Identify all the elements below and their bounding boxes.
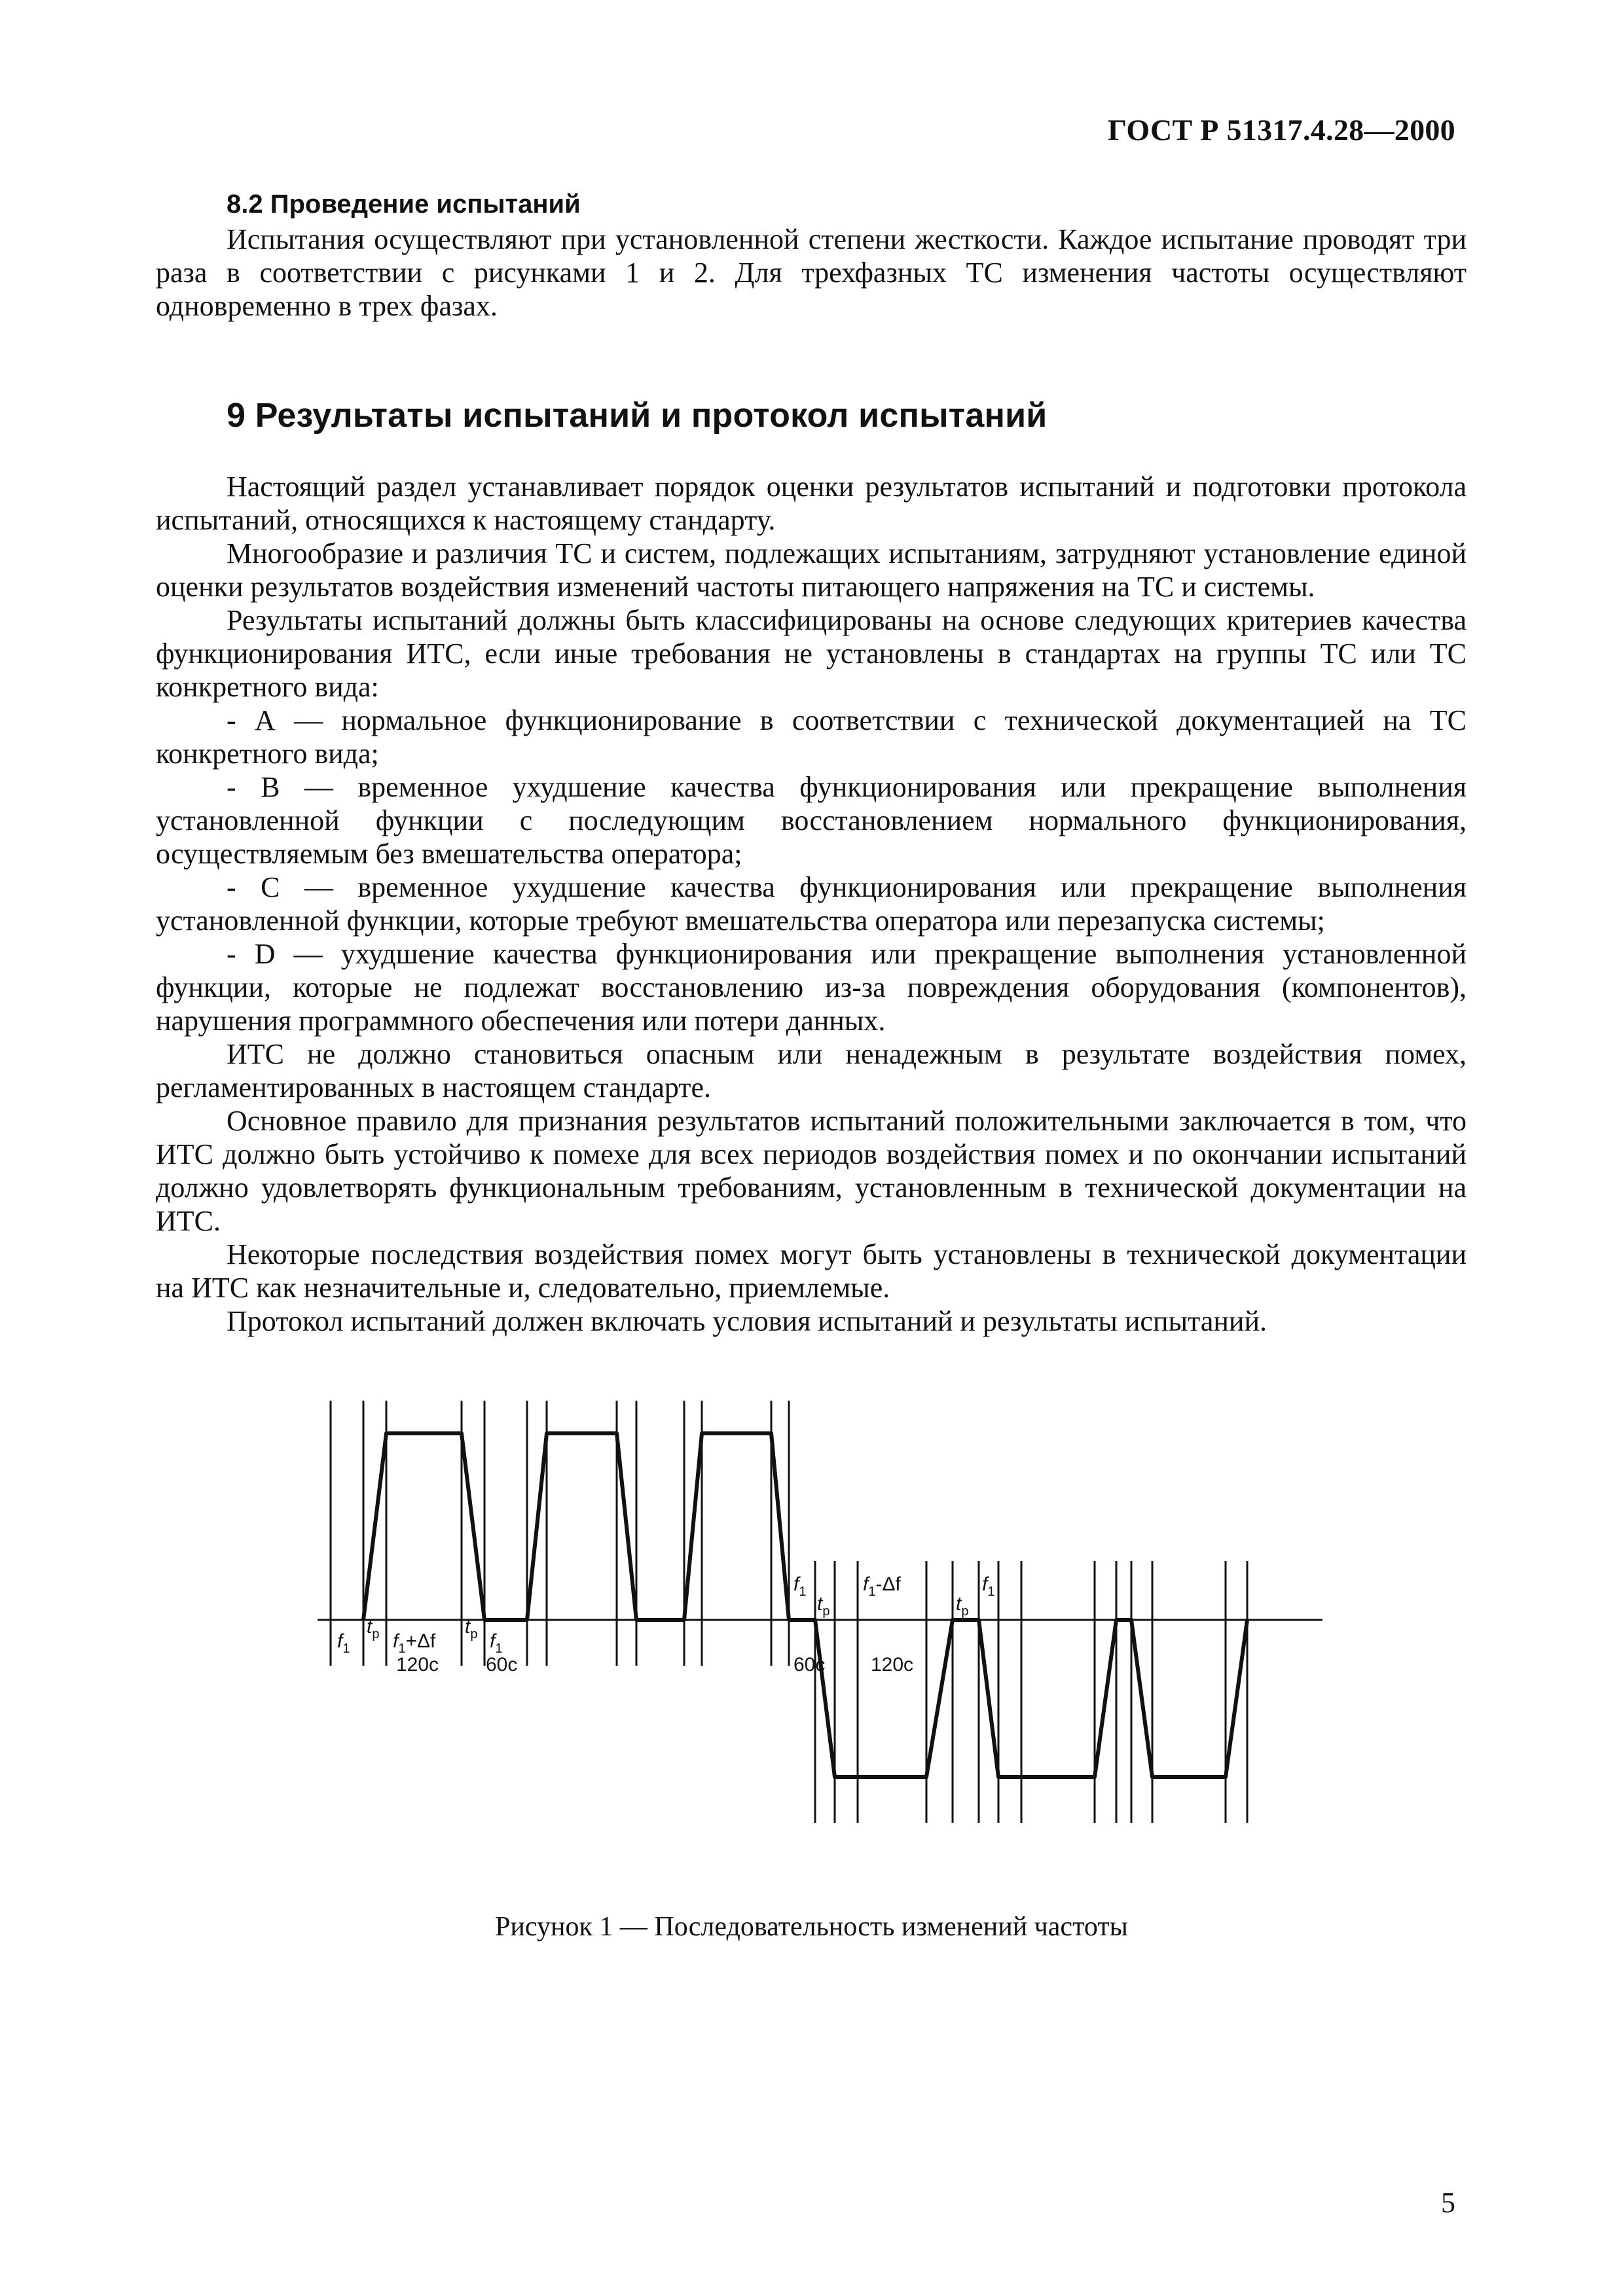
frequency-sequence-diagram (301, 1365, 1322, 1823)
paragraph: Многообразие и различия ТС и систем, подлежащих испытаниям, затрудняют установление единой оценки результатов воздействия изменений частоты питающего напряжения на ТС и системы. (156, 537, 1467, 603)
section-8-2-body (156, 223, 1467, 323)
label-f1: $f_1$ (793, 1573, 807, 1599)
paragraph: Некоторые последствия воздействия помех могут быть установлены в технической документации на ИТС как незначительные и, следовательно, приемлемые. (156, 1238, 1467, 1304)
section-8-2-paragraph: Испытания осуществляют при установленной степени жесткости. Каждое испытание проводят три раза в соответствии с рисунками 1 и 2. Для трехфазных ТС изменения частоты осуществляют одновременно в трех фазах. (156, 223, 1467, 322)
criterion-b: - В — временное ухудшение качества функционирования или прекращение выполнения установленной функции с последующим восстановлением нормального функционирования, осуществляемым без вмешательства оператора; (156, 771, 1467, 870)
label-tp: $t_р$ (956, 1593, 969, 1619)
paragraph: Результаты испытаний должны быть классифицированы на основе следующих критериев качества функционирования ИТС, если иные требования не установлены в стандартах на группы ТС или ТС конкретного вида: (156, 604, 1467, 703)
section-8-2-heading: 8.2 Проведение испытаний (227, 190, 581, 219)
label-tp: $t_р$ (817, 1593, 830, 1619)
frequency-sequence-figure (301, 1365, 1322, 1823)
standard-code: ГОСТ Р 51317.4.28—2000 (1107, 113, 1455, 147)
label-f1: $f_1$ (337, 1630, 350, 1656)
paragraph: Протокол испытаний должен включать условия испытаний и результаты испытаний. (227, 1305, 1267, 1337)
section-9-body (156, 470, 1467, 1338)
label-f1-plus-df: $f_1+\Delta f$ (393, 1630, 436, 1656)
label-120s: 120с (396, 1654, 439, 1676)
criterion-d: - D — ухудшение качества функционирования или прекращение выполнения установленной функции, которые не подлежат восстановлению из-за повреждения оборудования (компонентов), нарушения программного обеспечения или потери данных. (156, 938, 1467, 1037)
paragraph: ИТС не должно становиться опасным или ненадежным в результате воздействия помех, регламентированных в настоящем стандарте. (156, 1038, 1467, 1103)
label-60s: 60с (793, 1654, 826, 1676)
page-number: 5 (1441, 2187, 1455, 2219)
section-9-heading: 9 Результаты испытаний и протокол испытаний (227, 397, 1048, 435)
paragraph: Настоящий раздел устанавливает порядок оценки результатов испытаний и подготовки протокола испытаний, относящихся к настоящему стандарту. (156, 471, 1467, 536)
paragraph: Основное правило для признания результатов испытаний положительными заключается в том, что ИТС должно быть устойчиво к помехе для всех периодов воздействия помех и по окончании испытаний должно удовлетворять функциональным требованиям, установленным в технической документации на ИТС. (156, 1105, 1467, 1237)
figure-caption: Рисунок 1 — Последовательность изменений частоты (495, 1912, 1128, 1942)
label-f1: $f_1$ (982, 1573, 995, 1599)
label-60s: 60с (486, 1654, 518, 1676)
label-f1-minus-df: $f_1-\Delta f$ (863, 1573, 901, 1599)
frequency-waveform (363, 1433, 1247, 1777)
criterion-c: - С — временное ухудшение качества функционирования или прекращение выполнения установленной функции, которые требуют вмешательства оператора или перезапуска системы; (156, 871, 1467, 937)
criterion-a: - А — нормальное функционирование в соответствии с технической документацией на ТС конкретного вида; (156, 704, 1467, 770)
label-f1: $f_1$ (490, 1630, 503, 1656)
label-120s: 120с (871, 1654, 914, 1676)
label-tp: $t_р$ (465, 1616, 478, 1641)
label-tp: $t_р$ (367, 1616, 380, 1641)
figure-labels (337, 1573, 994, 1676)
